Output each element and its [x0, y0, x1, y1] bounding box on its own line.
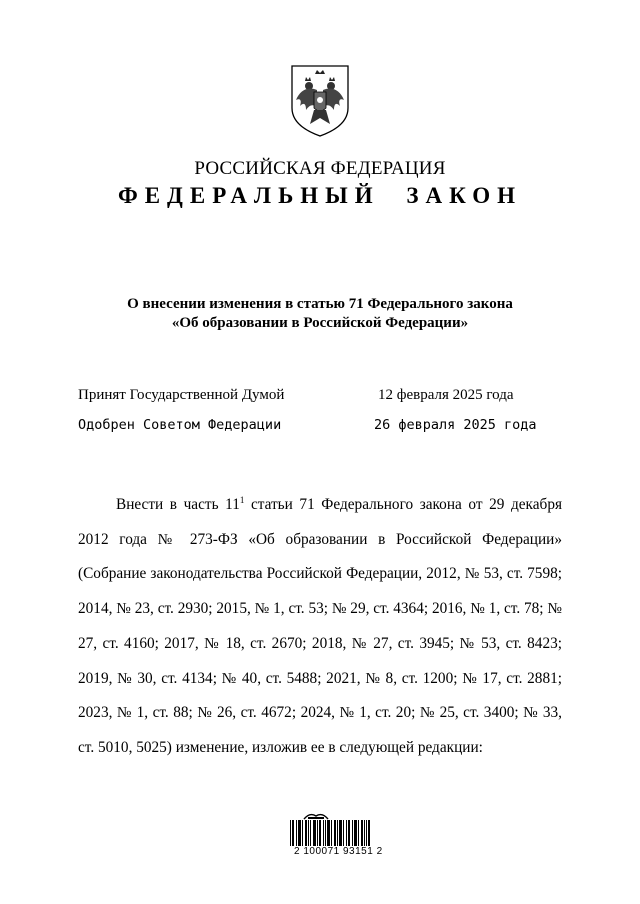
country-name: РОССИЙСКАЯ ФЕДЕРАЦИЯ: [194, 158, 446, 179]
law-title-line-1: О внесении изменения в статью 71 Федерального закона: [127, 296, 513, 312]
document-type: ФЕДЕРАЛЬНЫЙ ЗАКОН: [117, 183, 523, 208]
law-title-line-2: «Об образовании в Российской Федерации»: [171, 315, 469, 331]
council-approval-label: Одобрен Советом Федерации: [78, 417, 282, 433]
body-text-rest: статьи 71 Федерального закона от 29 декабря 2012 года № 273-ФЗ «Об образовании в Российской Федерации» (Собрание законодательства Российской Федерации, 2012, № 53, ст. 7598; 2014, № 23, ст. 2930; 2015, № 1, ст. 53; № 29, ст. 4364; 2016, № 1, ст. 78; № 27, ст. 4160; 2017, № 18, ст. 2670; 2018, № 27, ст. 3945; № 53, ст. 8423; 2019, № 30, ст. 4134; № 40, ст. 5488; 2021, № 8, ст. 1200; № 17, ст. 2881; 2023, № 1, ст. 88; № 26, ст. 4672; 2024, № 1, ст. 20; № 25, ст. 3400; № 33, ст. 5010, 5025) изменение, изложив ее в следующей редакции:: [78, 496, 563, 756]
body-text-start: Внести в часть 11: [116, 496, 240, 513]
barcode-number: 2 100071 93151 2: [294, 846, 383, 857]
council-approval-date: 26 февраля 2025 года: [374, 417, 537, 433]
coat-of-arms-icon: [288, 64, 352, 138]
printer-mark-icon: [302, 811, 330, 820]
duma-adoption-label: Принят Государственной Думой: [78, 387, 285, 403]
law-body-paragraph: [78, 488, 562, 766]
barcode-icon: [290, 820, 370, 846]
law-title: [0, 295, 640, 333]
duma-adoption-date: 12 февраля 2025 года: [378, 387, 514, 403]
body-superscript: 1: [239, 494, 245, 505]
